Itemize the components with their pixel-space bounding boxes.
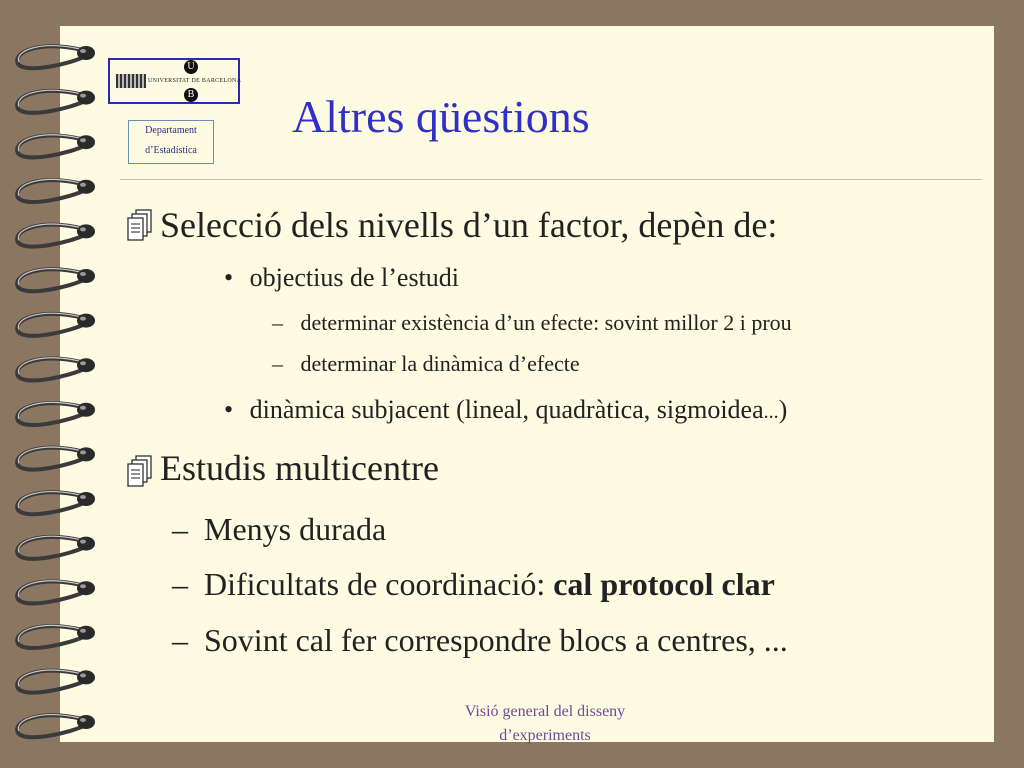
item-coordination (172, 566, 775, 603)
item-coordination-emphasis: cal protocol clar (553, 566, 775, 602)
footer-caption (380, 700, 710, 748)
binding-ring (17, 269, 95, 292)
binding-ring (17, 447, 95, 470)
dash-mark: – (172, 511, 188, 547)
department-line2: d’Estadística (145, 145, 197, 156)
bullet-dynamics-text-a: dinàmica subjacent (lineal, quadràtica, sigmoidea (249, 395, 764, 424)
binding-ring (17, 179, 95, 202)
dash-mark: – (272, 351, 283, 376)
binding-ring (17, 402, 95, 425)
footer-line2: d’experiments (499, 727, 591, 744)
binding-ring (17, 536, 95, 559)
section-heading-multicentre: Estudis multicentre (160, 448, 439, 488)
item-blocks-centres-text: Sovint cal fer correspondre blocs a centres, ... (204, 622, 788, 658)
binding-ring (17, 135, 95, 158)
bullet-underlying-dynamics (224, 395, 787, 425)
university-logo (108, 58, 240, 104)
footer-line1: Visió general del disseny (464, 703, 626, 720)
subitem-dynamics (272, 351, 580, 377)
bullet-dot: • (224, 395, 234, 424)
subitem-existence-text: determinar existència d’un efecte: sovint millor 2 i prou (300, 310, 792, 335)
item-shorter-duration (172, 511, 386, 548)
item-blocks-centres (172, 622, 788, 659)
notes-stack-icon (126, 454, 154, 488)
binding-ring (17, 581, 95, 604)
binding-ring (17, 492, 95, 515)
page-title: Altres qüestions (292, 91, 590, 142)
item-shorter-duration-text: Menys durada (204, 511, 387, 547)
bullet-dynamics-text-c: ) (778, 395, 788, 424)
bullet-dot: • (224, 263, 234, 292)
bullet-objectives (224, 263, 459, 293)
dash-mark: – (172, 566, 188, 602)
bullet-objectives-text: objectius de l’estudi (249, 263, 460, 292)
binding-ring (17, 46, 95, 69)
binding-ring (17, 313, 95, 336)
binding-ring (17, 715, 95, 738)
logo-text: UNIVERSITAT DE BARCELONA (148, 78, 242, 84)
binding-ring (17, 224, 95, 247)
dash-mark: – (172, 622, 188, 658)
title-divider (120, 179, 982, 180)
dash-mark: – (272, 310, 283, 335)
logo-building-icon (116, 74, 146, 88)
subitem-dynamics-text: determinar la dinàmica d’efecte (300, 351, 580, 376)
department-label (128, 120, 214, 164)
spiral-binding-icon (0, 0, 110, 768)
binding-ring (17, 358, 95, 381)
logo-u-badge: U (184, 60, 198, 74)
section-heading-levels: Selecció dels nivells d’un factor, depèn de: (160, 205, 778, 245)
subitem-existence (272, 310, 792, 336)
bullet-dynamics-ellipsis: ... (763, 401, 779, 423)
binding-ring (17, 670, 95, 693)
logo-b-badge: B (184, 88, 198, 102)
binding-ring (17, 625, 95, 648)
notes-stack-icon (126, 208, 154, 242)
binding-ring (17, 90, 95, 113)
department-line1: Departament (145, 125, 197, 136)
item-coordination-text: Dificultats de coordinació: (204, 566, 554, 602)
